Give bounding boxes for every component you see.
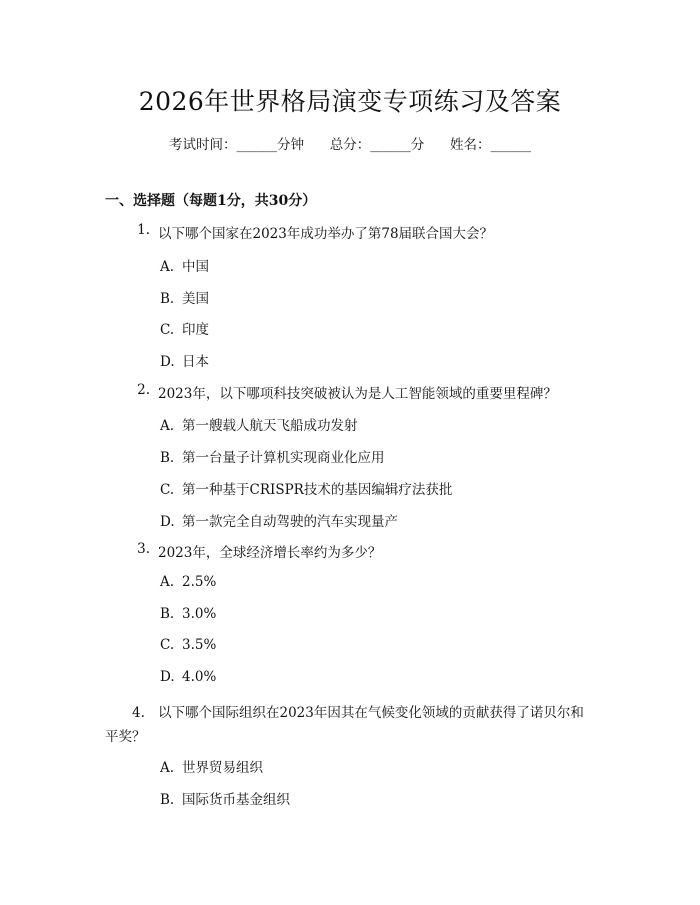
- option-text: 第一艘载人航天飞船成功发射: [182, 418, 358, 434]
- question-text-line-1: [132, 701, 602, 725]
- option-1a: [160, 255, 209, 275]
- section-heading: 一、选择题（每题1分，共30分）: [105, 193, 317, 209]
- option-text: 第一台量子计算机实现商业化应用: [182, 450, 385, 466]
- time-label: 考试时间：: [169, 137, 237, 153]
- score-label: 总分：: [329, 137, 371, 153]
- option-letter: C.: [160, 322, 175, 338]
- question-number: 3.: [137, 541, 150, 557]
- time-blank: ______: [236, 137, 277, 153]
- option-text: 美国: [182, 291, 209, 307]
- option-text: 4.0%: [182, 669, 217, 685]
- option-letter: A.: [160, 418, 175, 434]
- page-title: 2026年世界格局演变专项练习及答案: [138, 87, 562, 116]
- score-blank: ______: [370, 137, 411, 153]
- option-1d: [160, 350, 209, 370]
- option-3c: [160, 637, 216, 653]
- option-text: 印度: [182, 322, 209, 338]
- option-2b: [160, 446, 385, 466]
- option-letter: B.: [160, 792, 175, 808]
- question-text: 以下哪个国家在2023年成功举办了第78届联合国大会？: [158, 226, 494, 242]
- option-letter: A.: [160, 574, 175, 590]
- option-letter: D.: [160, 514, 175, 530]
- question-text: 2023年，全球经济增长率约为多少？: [158, 545, 382, 561]
- question-number: 1.: [137, 222, 150, 238]
- option-3a: [160, 574, 216, 590]
- option-text: 3.0%: [182, 606, 217, 622]
- option-text: 第一种基于CRISPR技术的基因编辑疗法获批: [182, 482, 453, 498]
- question-text: 以下哪个国际组织在2023年因其在气候变化领域的贡献获得了诺贝尔和: [158, 705, 584, 721]
- question-number: 4.: [132, 705, 145, 721]
- option-letter: D.: [160, 669, 175, 685]
- option-letter: B.: [160, 291, 175, 307]
- option-text: 第一款完全自动驾驶的汽车实现量产: [182, 514, 398, 530]
- question-4: [132, 701, 602, 725]
- exam-info-line: [0, 133, 700, 153]
- option-letter: A.: [160, 259, 175, 275]
- option-text: 2.5%: [182, 574, 217, 590]
- option-4a: [160, 756, 263, 776]
- option-letter: B.: [160, 450, 175, 466]
- option-text: 日本: [182, 354, 209, 370]
- option-2d: [160, 510, 398, 530]
- option-3b: [160, 606, 216, 622]
- option-1b: [160, 287, 209, 307]
- question-text: 2023年，以下哪项科技突破被认为是人工智能领域的重要里程碑？: [158, 386, 557, 402]
- question-4-continuation: 平奖？: [105, 729, 146, 745]
- option-letter: D.: [160, 354, 175, 370]
- time-unit: 分钟: [277, 137, 304, 153]
- score-unit: 分: [410, 137, 425, 153]
- option-text: 国际货币基金组织: [182, 792, 290, 808]
- option-letter: A.: [160, 760, 175, 776]
- option-letter: B.: [160, 606, 175, 622]
- option-letter: C.: [160, 482, 175, 498]
- name-label: 姓名：: [450, 137, 491, 153]
- option-4b: [160, 788, 290, 808]
- option-2c: [160, 478, 452, 498]
- question-number: 2.: [137, 382, 150, 398]
- option-text: 中国: [182, 259, 209, 275]
- option-1c: [160, 318, 209, 338]
- option-letter: C.: [160, 637, 175, 653]
- option-text: 3.5%: [182, 637, 217, 653]
- name-blank: ______: [490, 137, 531, 153]
- option-3d: [160, 669, 216, 685]
- option-2a: [160, 414, 358, 434]
- option-text: 世界贸易组织: [182, 760, 263, 776]
